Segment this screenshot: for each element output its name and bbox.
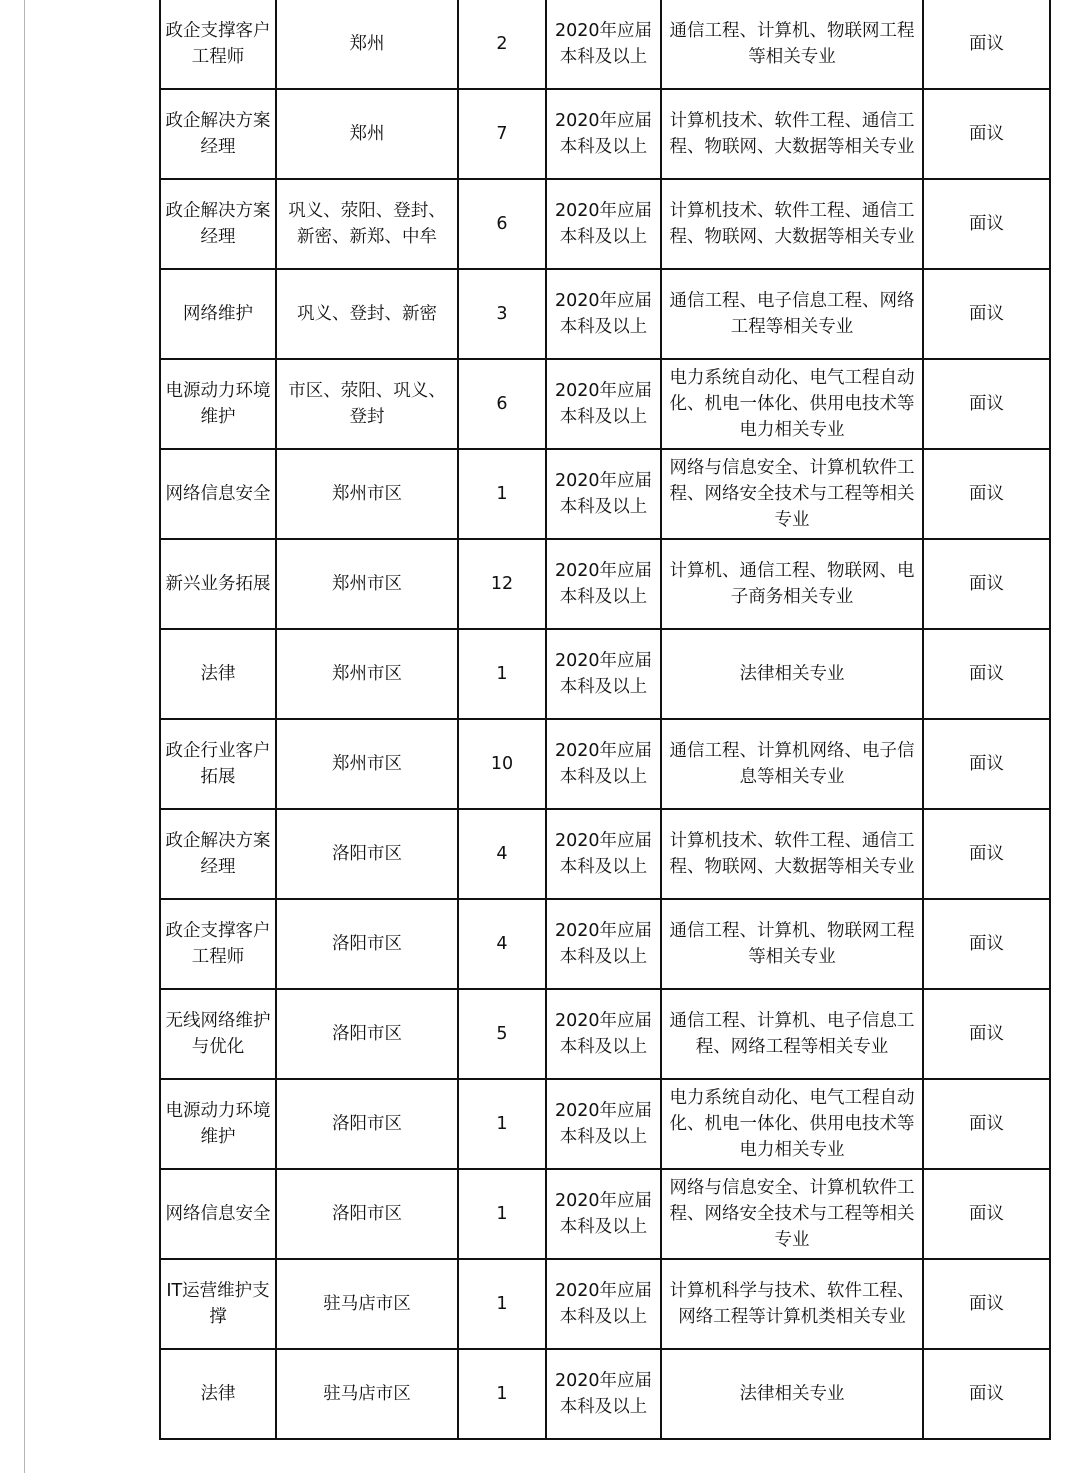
position-cell: 政企解决方案经理 <box>160 179 276 269</box>
major-cell: 计算机技术、软件工程、通信工程、物联网、大数据等相关专业 <box>661 179 923 269</box>
salary-cell: 面议 <box>923 989 1050 1079</box>
position-cell: 无线网络维护与优化 <box>160 989 276 1079</box>
location-cell: 洛阳市区 <box>276 809 458 899</box>
major-cell: 计算机技术、软件工程、通信工程、物联网、大数据等相关专业 <box>661 809 923 899</box>
position-cell: 政企行业客户拓展 <box>160 719 276 809</box>
education-cell: 2020年应届本科及以上 <box>546 1349 661 1439</box>
position-cell: IT运营维护支撑 <box>160 1259 276 1349</box>
education-cell: 2020年应届本科及以上 <box>546 89 661 179</box>
salary-cell: 面议 <box>923 449 1050 539</box>
table-row <box>160 1349 1050 1439</box>
table-row <box>160 449 1050 539</box>
salary-cell: 面议 <box>923 539 1050 629</box>
headcount-cell: 1 <box>458 1079 546 1169</box>
headcount-cell: 1 <box>458 1259 546 1349</box>
headcount-cell: 1 <box>458 449 546 539</box>
table-row <box>160 809 1050 899</box>
location-cell: 驻马店市区 <box>276 1259 458 1349</box>
education-cell: 2020年应届本科及以上 <box>546 629 661 719</box>
position-cell: 政企解决方案经理 <box>160 809 276 899</box>
headcount-cell: 1 <box>458 629 546 719</box>
salary-cell: 面议 <box>923 269 1050 359</box>
location-cell: 市区、荥阳、巩义、登封 <box>276 359 458 449</box>
salary-cell: 面议 <box>923 179 1050 269</box>
headcount-cell: 6 <box>458 359 546 449</box>
headcount-cell: 7 <box>458 89 546 179</box>
major-cell: 计算机技术、软件工程、通信工程、物联网、大数据等相关专业 <box>661 89 923 179</box>
major-cell: 电力系统自动化、电气工程自动化、机电一体化、供用电技术等电力相关专业 <box>661 1079 923 1169</box>
position-cell: 网络信息安全 <box>160 1169 276 1259</box>
table-row <box>160 899 1050 989</box>
major-cell: 通信工程、电子信息工程、网络工程等相关专业 <box>661 269 923 359</box>
education-cell: 2020年应届本科及以上 <box>546 359 661 449</box>
headcount-cell: 1 <box>458 1349 546 1439</box>
position-cell: 新兴业务拓展 <box>160 539 276 629</box>
major-cell: 通信工程、计算机、物联网工程等相关专业 <box>661 0 923 89</box>
position-cell: 网络信息安全 <box>160 449 276 539</box>
education-cell: 2020年应届本科及以上 <box>546 1079 661 1169</box>
location-cell: 驻马店市区 <box>276 1349 458 1439</box>
table-row <box>160 359 1050 449</box>
job-openings-table <box>159 0 1051 1440</box>
salary-cell: 面议 <box>923 1349 1050 1439</box>
headcount-cell: 10 <box>458 719 546 809</box>
salary-cell: 面议 <box>923 1259 1050 1349</box>
location-cell: 郑州 <box>276 0 458 89</box>
position-cell: 政企支撑客户工程师 <box>160 899 276 989</box>
salary-cell: 面议 <box>923 1169 1050 1259</box>
salary-cell: 面议 <box>923 1079 1050 1169</box>
table-row <box>160 719 1050 809</box>
major-cell: 电力系统自动化、电气工程自动化、机电一体化、供用电技术等电力相关专业 <box>661 359 923 449</box>
education-cell: 2020年应届本科及以上 <box>546 1169 661 1259</box>
headcount-cell: 1 <box>458 1169 546 1259</box>
table-row <box>160 269 1050 359</box>
position-cell: 电源动力环境维护 <box>160 1079 276 1169</box>
major-cell: 法律相关专业 <box>661 629 923 719</box>
education-cell: 2020年应届本科及以上 <box>546 0 661 89</box>
location-cell: 郑州市区 <box>276 719 458 809</box>
major-cell: 计算机、通信工程、物联网、电子商务相关专业 <box>661 539 923 629</box>
table-row <box>160 89 1050 179</box>
location-cell: 郑州市区 <box>276 539 458 629</box>
location-cell: 洛阳市区 <box>276 989 458 1079</box>
table-row <box>160 629 1050 719</box>
headcount-cell: 4 <box>458 809 546 899</box>
education-cell: 2020年应届本科及以上 <box>546 719 661 809</box>
headcount-cell: 6 <box>458 179 546 269</box>
table-row <box>160 0 1050 89</box>
table-row <box>160 1259 1050 1349</box>
table-row <box>160 1169 1050 1259</box>
education-cell: 2020年应届本科及以上 <box>546 1259 661 1349</box>
position-cell: 网络维护 <box>160 269 276 359</box>
table-row <box>160 179 1050 269</box>
headcount-cell: 4 <box>458 899 546 989</box>
location-cell: 巩义、登封、新密 <box>276 269 458 359</box>
location-cell: 郑州 <box>276 89 458 179</box>
education-cell: 2020年应届本科及以上 <box>546 179 661 269</box>
location-cell: 郑州市区 <box>276 629 458 719</box>
education-cell: 2020年应届本科及以上 <box>546 809 661 899</box>
education-cell: 2020年应届本科及以上 <box>546 539 661 629</box>
position-cell: 政企解决方案经理 <box>160 89 276 179</box>
salary-cell: 面议 <box>923 89 1050 179</box>
education-cell: 2020年应届本科及以上 <box>546 449 661 539</box>
location-cell: 洛阳市区 <box>276 1079 458 1169</box>
major-cell: 通信工程、计算机网络、电子信息等相关专业 <box>661 719 923 809</box>
salary-cell: 面议 <box>923 809 1050 899</box>
table-row <box>160 989 1050 1079</box>
location-cell: 郑州市区 <box>276 449 458 539</box>
salary-cell: 面议 <box>923 719 1050 809</box>
table-row <box>160 1079 1050 1169</box>
salary-cell: 面议 <box>923 0 1050 89</box>
page-edge-line <box>24 0 25 1473</box>
salary-cell: 面议 <box>923 359 1050 449</box>
salary-cell: 面议 <box>923 629 1050 719</box>
major-cell: 网络与信息安全、计算机软件工程、网络安全技术与工程等相关专业 <box>661 1169 923 1259</box>
position-cell: 法律 <box>160 1349 276 1439</box>
major-cell: 网络与信息安全、计算机软件工程、网络安全技术与工程等相关专业 <box>661 449 923 539</box>
position-cell: 电源动力环境维护 <box>160 359 276 449</box>
salary-cell: 面议 <box>923 899 1050 989</box>
location-cell: 洛阳市区 <box>276 1169 458 1259</box>
major-cell: 法律相关专业 <box>661 1349 923 1439</box>
major-cell: 通信工程、计算机、电子信息工程、网络工程等相关专业 <box>661 989 923 1079</box>
education-cell: 2020年应届本科及以上 <box>546 989 661 1079</box>
table-row <box>160 539 1050 629</box>
headcount-cell: 2 <box>458 0 546 89</box>
headcount-cell: 5 <box>458 989 546 1079</box>
position-cell: 政企支撑客户工程师 <box>160 0 276 89</box>
location-cell: 巩义、荥阳、登封、新密、新郑、中牟 <box>276 179 458 269</box>
location-cell: 洛阳市区 <box>276 899 458 989</box>
major-cell: 计算机科学与技术、软件工程、网络工程等计算机类相关专业 <box>661 1259 923 1349</box>
education-cell: 2020年应届本科及以上 <box>546 269 661 359</box>
headcount-cell: 12 <box>458 539 546 629</box>
major-cell: 通信工程、计算机、物联网工程等相关专业 <box>661 899 923 989</box>
headcount-cell: 3 <box>458 269 546 359</box>
education-cell: 2020年应届本科及以上 <box>546 899 661 989</box>
position-cell: 法律 <box>160 629 276 719</box>
